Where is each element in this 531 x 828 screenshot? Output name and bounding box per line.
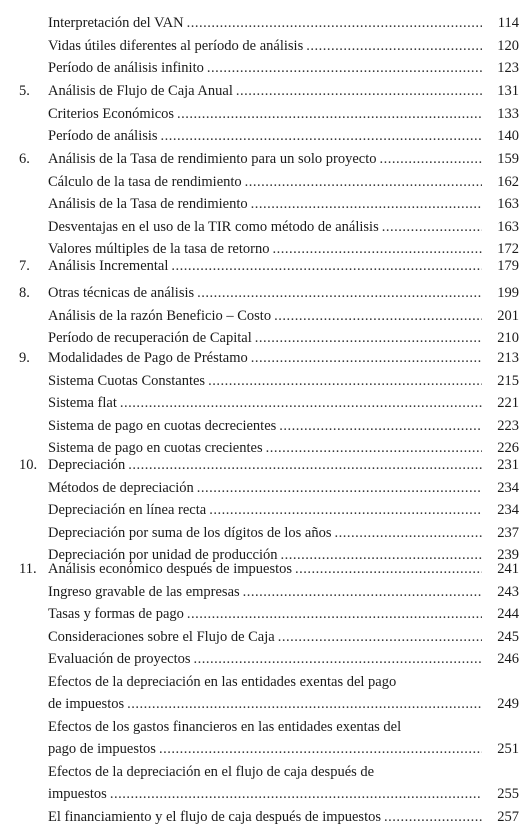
toc-entry-line xyxy=(48,148,519,170)
page-number: 226 xyxy=(485,437,519,459)
dot-leader xyxy=(279,415,482,437)
dot-leader xyxy=(194,648,482,670)
toc-section xyxy=(0,282,531,350)
toc-entry-title: Otras técnicas de análisis xyxy=(48,282,194,304)
toc-entry-line xyxy=(48,648,519,670)
chapter-number: 6. xyxy=(19,148,30,170)
toc-entry[interactable] xyxy=(0,558,531,581)
toc-entry-line xyxy=(48,80,519,102)
page-number: 131 xyxy=(485,80,519,102)
toc-entry-content xyxy=(48,57,519,79)
toc-entry-title: Criterios Económicos xyxy=(48,103,174,125)
page-number: 114 xyxy=(485,12,519,34)
page-number: 234 xyxy=(485,499,519,521)
page-number: 215 xyxy=(485,370,519,392)
chapter-number: 10. xyxy=(19,454,37,476)
page-number: 231 xyxy=(485,454,519,476)
toc-entry[interactable] xyxy=(0,80,531,103)
page-number: 172 xyxy=(485,238,519,260)
toc-entry-content xyxy=(48,370,519,392)
toc-entry-title: Análisis de la razón Beneficio – Costo xyxy=(48,305,271,327)
toc-entry-content xyxy=(48,125,519,147)
toc-entry-title: Modalidades de Pago de Préstamo xyxy=(48,347,248,369)
toc-entry-line xyxy=(48,783,519,805)
chapter-number: 8. xyxy=(19,282,30,304)
toc-entry-line xyxy=(48,193,519,215)
toc-entry-line xyxy=(48,392,519,414)
toc-entry-content xyxy=(48,282,519,304)
toc-entry[interactable] xyxy=(0,57,531,80)
toc-entry-title-cont: de impuestos xyxy=(48,693,124,715)
toc-entry-content xyxy=(48,12,519,34)
page-number: 163 xyxy=(485,216,519,238)
page-number: 243 xyxy=(485,581,519,603)
toc-entry-title: Efectos de la depreciación en las entidades exentas del pago xyxy=(48,671,519,693)
toc-entry-title: Análisis Incremental xyxy=(48,255,168,277)
toc-entry[interactable] xyxy=(0,392,531,415)
toc-section xyxy=(0,148,531,261)
toc-entry[interactable] xyxy=(0,282,531,305)
toc-entry-line xyxy=(48,454,519,476)
toc-entry-title: Análisis económico después de impuestos xyxy=(48,558,292,580)
page-number: 133 xyxy=(485,103,519,125)
toc-entry-line xyxy=(48,12,519,34)
toc-entry-line xyxy=(48,806,519,828)
page-number: 123 xyxy=(485,57,519,79)
toc-entry-title: Desventajas en el uso de la TIR como método de análisis xyxy=(48,216,379,238)
toc-entry[interactable] xyxy=(0,193,531,216)
toc-entry-line xyxy=(48,282,519,304)
dot-leader xyxy=(187,12,482,34)
page-number: 241 xyxy=(485,558,519,580)
toc-entry-content xyxy=(48,305,519,327)
toc-entry-title: Vidas útiles diferentes al período de análisis xyxy=(48,35,303,57)
toc-entry-line xyxy=(48,558,519,580)
toc-entry-line xyxy=(48,57,519,79)
toc-entry-title: Tasas y formas de pago xyxy=(48,603,184,625)
dot-leader xyxy=(245,171,482,193)
dot-leader xyxy=(171,255,482,277)
toc-entry-title: Sistema de pago en cuotas crecientes xyxy=(48,437,263,459)
toc-entry-line xyxy=(48,415,519,437)
chapter-number: 9. xyxy=(19,347,30,369)
toc-entry-title: Efectos de los gastos financieros en las entidades exentas del xyxy=(48,716,519,738)
page-number: 237 xyxy=(485,522,519,544)
page-number: 221 xyxy=(485,392,519,414)
dot-leader xyxy=(382,216,482,238)
page-number: 201 xyxy=(485,305,519,327)
page-number: 246 xyxy=(485,648,519,670)
toc-entry-content xyxy=(48,626,519,648)
toc-entry-content xyxy=(48,193,519,215)
page-number: 251 xyxy=(485,738,519,760)
dot-leader xyxy=(251,347,482,369)
dot-leader xyxy=(243,581,482,603)
page-number: 140 xyxy=(485,125,519,147)
dot-leader xyxy=(251,193,482,215)
toc-entry[interactable] xyxy=(0,305,531,328)
page-number: 162 xyxy=(485,171,519,193)
toc-entry[interactable] xyxy=(0,103,531,126)
toc-entry-line xyxy=(48,522,519,544)
toc-entry-title: Sistema Cuotas Constantes xyxy=(48,370,205,392)
toc-entry[interactable] xyxy=(0,35,531,58)
toc-section xyxy=(0,347,531,460)
toc-entry-content xyxy=(48,522,519,544)
toc-entry-content xyxy=(48,558,519,580)
toc-entry-content xyxy=(48,392,519,414)
toc-entry[interactable] xyxy=(0,216,531,239)
dot-leader xyxy=(209,499,482,521)
toc-entry-title: Depreciación en línea recta xyxy=(48,499,206,521)
dot-leader xyxy=(127,693,482,715)
toc-entry-line xyxy=(48,477,519,499)
toc-entry-title: Interpretación del VAN xyxy=(48,12,184,34)
toc-entry-content xyxy=(48,255,519,277)
toc-entry-title: Sistema de pago en cuotas decrecientes xyxy=(48,415,276,437)
toc-entry-content xyxy=(48,35,519,57)
toc-entry[interactable] xyxy=(0,477,531,500)
toc-entry-content xyxy=(48,216,519,238)
page-number: 239 xyxy=(485,544,519,566)
toc-entry-line xyxy=(48,255,519,277)
toc-section xyxy=(0,255,531,278)
toc-entry-title: Período de análisis infinito xyxy=(48,57,204,79)
chapter-number: 5. xyxy=(19,80,30,102)
toc-entry-title: Cálculo de la tasa de rendimiento xyxy=(48,171,242,193)
toc-entry[interactable] xyxy=(0,454,531,477)
toc-entry-content xyxy=(48,80,519,102)
dot-leader xyxy=(110,783,482,805)
toc-entry-title: Depreciación por unidad de producción xyxy=(48,544,278,566)
toc-entry-line xyxy=(48,603,519,625)
page-number: 179 xyxy=(485,255,519,277)
toc-entry-content xyxy=(48,716,519,760)
dot-leader xyxy=(335,522,483,544)
toc-entry-content xyxy=(48,415,519,437)
toc-entry[interactable] xyxy=(0,499,531,522)
toc-entry-content xyxy=(48,148,519,170)
dot-leader xyxy=(274,305,482,327)
toc-entry[interactable] xyxy=(0,347,531,370)
toc-entry-line xyxy=(48,693,519,715)
toc-entry-content xyxy=(48,761,519,805)
toc-entry-content xyxy=(48,603,519,625)
toc-entry-title: Depreciación por suma de los dígitos de los años xyxy=(48,522,332,544)
dot-leader xyxy=(197,477,482,499)
toc-entry-title: Consideraciones sobre el Flujo de Caja xyxy=(48,626,275,648)
page-number: 213 xyxy=(485,347,519,369)
toc-entry-line xyxy=(48,370,519,392)
toc-entry-line xyxy=(48,499,519,521)
toc-entry[interactable] xyxy=(0,761,531,806)
page-number: 244 xyxy=(485,603,519,625)
dot-leader xyxy=(208,370,482,392)
toc-entry[interactable] xyxy=(0,370,531,393)
toc-entry-title: Análisis de la Tasa de rendimiento para un solo proyecto xyxy=(48,148,377,170)
toc-entry-title: Período de análisis xyxy=(48,125,158,147)
toc-entry-line xyxy=(48,738,519,760)
toc-entry-content xyxy=(48,581,519,603)
toc-entry-title-cont: pago de impuestos xyxy=(48,738,156,760)
toc-entry-title: Sistema flat xyxy=(48,392,117,414)
toc-entry-line xyxy=(48,347,519,369)
dot-leader xyxy=(161,125,482,147)
dot-leader xyxy=(187,603,482,625)
page-number: 234 xyxy=(485,477,519,499)
toc-section xyxy=(0,454,531,567)
toc-entry-title: Efectos de la depreciación en el flujo de caja después de xyxy=(48,761,519,783)
dot-leader xyxy=(255,327,482,349)
page-number: 120 xyxy=(485,35,519,57)
toc-entry-title: Ingreso gravable de las empresas xyxy=(48,581,240,603)
toc-entry[interactable] xyxy=(0,716,531,761)
chapter-number: 11. xyxy=(19,558,37,580)
page-number: 163 xyxy=(485,193,519,215)
dot-leader xyxy=(120,392,482,414)
toc-entry-line xyxy=(48,305,519,327)
page-number: 255 xyxy=(485,783,519,805)
toc-entry-content xyxy=(48,347,519,369)
toc-entry-line xyxy=(48,216,519,238)
toc-entry[interactable] xyxy=(0,125,531,148)
dot-leader xyxy=(207,57,482,79)
dot-leader xyxy=(295,558,482,580)
toc-entry-title: El financiamiento y el flujo de caja después de impuestos xyxy=(48,806,381,828)
toc-entry-content xyxy=(48,103,519,125)
toc-entry-title: Evaluación de proyectos xyxy=(48,648,191,670)
chapter-number: 7. xyxy=(19,255,30,277)
toc-entry-line xyxy=(48,581,519,603)
toc-entry[interactable] xyxy=(0,581,531,604)
toc-entry[interactable] xyxy=(0,626,531,649)
page-number: 210 xyxy=(485,327,519,349)
dot-leader xyxy=(159,738,482,760)
toc-entry[interactable] xyxy=(0,603,531,626)
toc-entry-content xyxy=(48,171,519,193)
page-number: 257 xyxy=(485,806,519,828)
toc-entry-content xyxy=(48,477,519,499)
dot-leader xyxy=(278,626,482,648)
toc-entry-line xyxy=(48,626,519,648)
toc-entry-title: Análisis de la Tasa de rendimiento xyxy=(48,193,248,215)
toc-entry[interactable] xyxy=(0,806,531,828)
toc-entry-title: Período de recuperación de Capital xyxy=(48,327,252,349)
toc-entry-content xyxy=(48,327,519,349)
page-number: 223 xyxy=(485,415,519,437)
toc-entry-content xyxy=(48,648,519,670)
toc-entry-line xyxy=(48,125,519,147)
toc-section xyxy=(0,558,531,828)
toc-entry-line xyxy=(48,35,519,57)
toc-entry-line xyxy=(48,171,519,193)
toc-entry-title: Análisis de Flujo de Caja Anual xyxy=(48,80,233,102)
dot-leader xyxy=(197,282,482,304)
dot-leader xyxy=(236,80,482,102)
toc-entry[interactable] xyxy=(0,255,531,278)
toc-section xyxy=(0,80,531,148)
toc-entry[interactable] xyxy=(0,148,531,171)
toc-entry[interactable] xyxy=(0,522,531,545)
page-number: 249 xyxy=(485,693,519,715)
dot-leader xyxy=(177,103,482,125)
dot-leader xyxy=(306,35,482,57)
toc-section xyxy=(0,12,531,80)
toc-entry-content xyxy=(48,806,519,828)
toc-entry-line xyxy=(48,327,519,349)
toc-entry-content xyxy=(48,671,519,715)
toc-entry-title-cont: impuestos xyxy=(48,783,107,805)
toc-entry[interactable] xyxy=(0,415,531,438)
toc-entry-title: Depreciación xyxy=(48,454,125,476)
toc-entry-title: Métodos de depreciación xyxy=(48,477,194,499)
toc-entry[interactable] xyxy=(0,671,531,716)
toc-entry-line xyxy=(48,103,519,125)
toc-entry-content xyxy=(48,454,519,476)
toc-entry[interactable] xyxy=(0,171,531,194)
page-number: 245 xyxy=(485,626,519,648)
dot-leader xyxy=(384,806,482,828)
toc-entry-content xyxy=(48,499,519,521)
dot-leader xyxy=(380,148,482,170)
page-number: 199 xyxy=(485,282,519,304)
toc-entry-title: Valores múltiples de la tasa de retorno xyxy=(48,238,269,260)
toc-entry[interactable] xyxy=(0,12,531,35)
dot-leader xyxy=(128,454,482,476)
page-number: 159 xyxy=(485,148,519,170)
toc-entry[interactable] xyxy=(0,648,531,671)
